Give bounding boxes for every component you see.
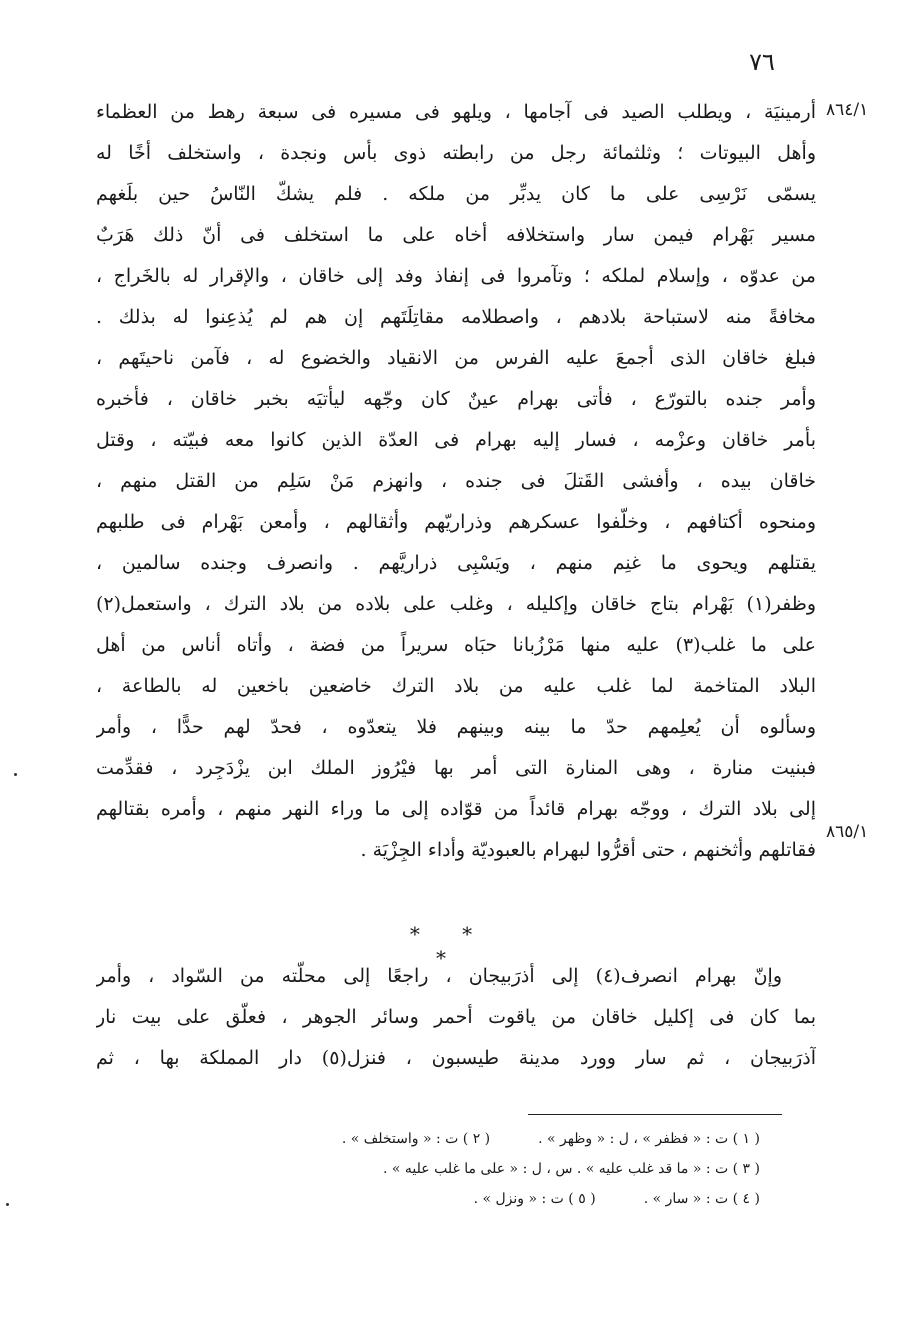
text-line: وظفر(١) بَهْرام بتاج خاقان وإكليله ، وغلب على بلاده من بلاد الترك ، واستعمل(٢) — [96, 593, 816, 615]
footnotes — [200, 1124, 760, 1214]
scan-speck — [14, 773, 17, 776]
text-line: مسير بَهْرام فيمن سار واستخلافه أخاه على ما استخلف فى أنّ ذلك هَرَبٌ — [96, 224, 816, 246]
text-line: آذرَبيجان ، ثم سار وورد مدينة طيسبون ، فنزل(٥) دار المملكة بها ، ثم — [96, 1047, 816, 1069]
footnote-divider — [528, 1114, 782, 1115]
text-line: فبنيت منارة ، وهى المنارة التى أمر بها فيْرُوز الملك ابن يزْدَجِرد ، فقدِّمت — [96, 757, 816, 779]
footnote: ( ٥ ) ت : « ونزل » . — [473, 1191, 596, 1207]
text-line: خاقان بيده ، وأفشى القَتلَ فى جنده ، وانهزم مَنْ سَلِم من القتل منهم ، — [96, 470, 816, 492]
footnote-row — [200, 1124, 760, 1154]
footnote: ( ١ ) ت : « فظفر » ، ل : « وظهر » . — [538, 1131, 760, 1147]
text-line: فبلغ خاقان الذى أجمعَ عليه الفرس من الانقياد والخضوع له ، فآمن ناحيتَهم ، — [96, 347, 816, 369]
footnote-row — [200, 1184, 760, 1214]
section-separator: * * * — [409, 922, 491, 970]
footnote: ( ٤ ) ت : « سار » . — [643, 1191, 760, 1207]
margin-reference-864: ٨٦٤/١ — [826, 100, 869, 120]
footnote: ( ٣ ) ت : « ما قد غلب عليه » . س ، ل : « على ما غلب عليه » . — [383, 1161, 760, 1177]
text-line: وأمر جنده بالتورّع ، فأتى بهرام عينٌ كان وجّهه ليأتيَه بخبر خاقان ، فأخبره — [96, 388, 816, 410]
second-paragraph — [96, 956, 816, 1079]
text-line: من عدوّه ، وإسلام لملكه ؛ وتآمروا فى إنفاذ وفد إلى خاقان ، والإقرار له بالخَراج ، — [96, 265, 816, 287]
text-line: ومنحوه أكتافهم ، وخلّفوا عسكرهم وذراريّهم وأثقالهم ، وأمعن بَهْرام فى طلبهم — [96, 511, 816, 533]
text-line: فقاتلهم وأثخنهم ، حتى أقرُّوا لبهرام بالعبوديّة وأداء الجِزْيَة . — [360, 839, 816, 861]
text-line: مخافةً منه لاستباحة بلادهم ، واصطلامه مقاتِلَتَهم إن هم لم يُذعِنوا له بذلك . — [96, 306, 816, 328]
footnote: ( ٢ ) ت : « واستخلف » . — [341, 1131, 491, 1147]
text-line: وأهل البيوتات ؛ وثلثمائة رجل من رابطته ذوى بأس ونجدة ، واستخلف أخًا له — [96, 142, 816, 164]
text-line: يسمّى نَرْسِى على ما كان يدبِّر من ملكه . فلم يشكّ النّاسُ حين بلَغهم — [96, 183, 816, 205]
text-line: وإنّ بهرام انصرف(٤) إلى أذرَبيجان ، راجعًا إلى محلّته من السّواد ، وأمر — [96, 965, 782, 987]
text-line: إلى بلاد الترك ، ووجّه بهرام قائداً من قوّاده إلى ما وراء النهر منهم ، وأمره بقتالهم — [96, 798, 816, 820]
text-line: وسألوه أن يُعلِمهم حدّ ما بينه وبينهم فلا يتعدّوه ، فحدّ لهم حدًّا ، وأمر — [96, 716, 816, 738]
text-line: البلاد المتاخمة لما غلب عليه من بلاد الترك خاضعين باخعين له بالطاعة ، — [96, 675, 816, 697]
text-line: بما كان فى إكليل خاقان من ياقوت أحمر وسائر الجوهر ، فعلّق على بيت نار — [96, 1006, 816, 1028]
text-line: على ما غلب(٣) عليه منها مَرْزُبانا حبَاه سريراً من فضة ، وأتاه أناس من أهل — [96, 634, 816, 656]
page-number: ٧٦ — [749, 48, 775, 76]
text-line: يقتلهم ويحوى ما غنِم منهم ، ويَسْبِى ذراريَّهم . وانصرف وجنده سالمين ، — [96, 552, 816, 574]
scan-speck — [6, 1203, 9, 1206]
text-line: بأمر خاقان وعزْمه ، فسار إليه بهرام فى العدّة الذين كانوا معه فبيّته ، وقتل — [96, 429, 816, 451]
main-paragraph — [96, 92, 816, 871]
text-line: أرمينيَة ، ويطلب الصيد فى آجامها ، ويلهو فى مسيره فى سبعة رهط من العظماء — [96, 101, 816, 123]
margin-reference-865: ٨٦٥/١ — [826, 822, 869, 842]
footnote-row — [200, 1154, 760, 1184]
